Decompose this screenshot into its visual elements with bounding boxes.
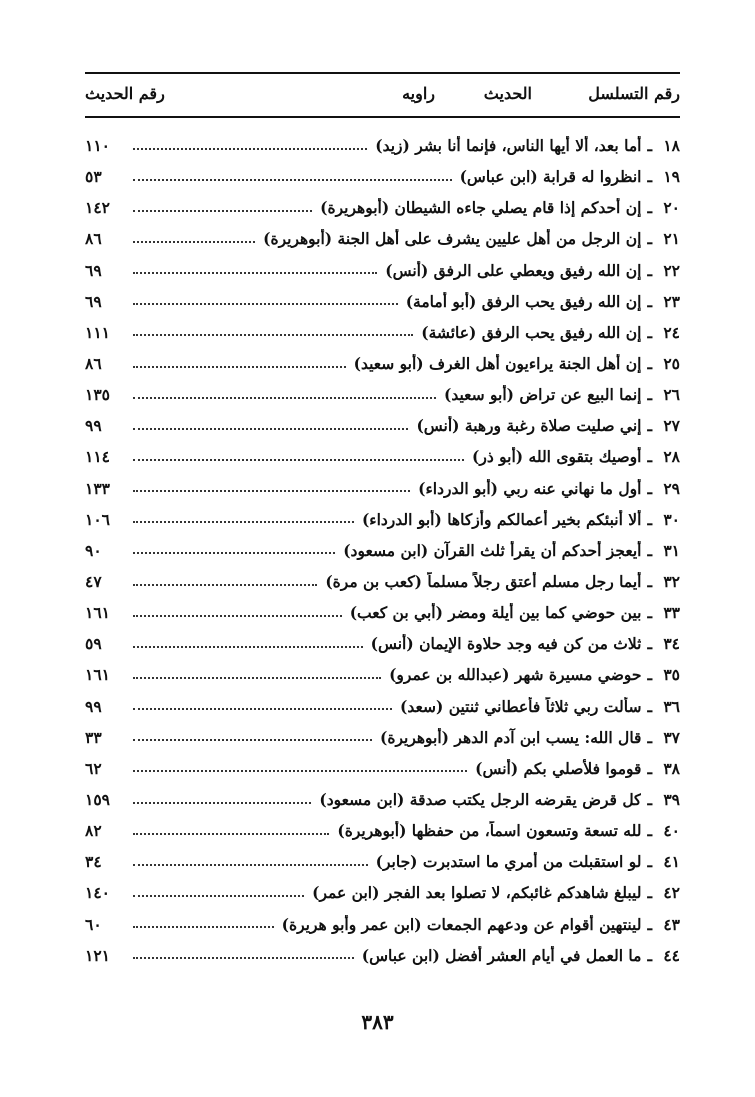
dot-leader <box>133 864 368 866</box>
hadith-text: إنما البيع عن تراض (أبو سعيد) <box>444 385 642 405</box>
dash-separator: ـ <box>647 914 652 934</box>
dot-leader <box>133 210 312 212</box>
dot-leader <box>133 179 452 181</box>
hadith-page-number: ١٦١ <box>85 665 110 685</box>
list-item <box>85 317 680 348</box>
hadith-text: حوضي مسيرة شهر (عبدالله بن عمرو) <box>389 665 642 685</box>
hadith-text: قوموا فلأصلي بكم (أنس) <box>475 758 642 778</box>
list-item <box>85 255 680 286</box>
hadith-text: إن الله رفيق يحب الرفق (عائشة) <box>421 322 642 342</box>
dash-separator: ـ <box>647 136 652 156</box>
hadith-text: أيعجز أحدكم أن يقرأ ثلث القرآن (ابن مسعود) <box>343 540 642 560</box>
serial-number: ٣٦ <box>663 696 680 716</box>
serial-number: ٢٤ <box>663 322 680 342</box>
hadith-page-number: ٥٩ <box>85 634 102 654</box>
hadith-page-number: ١١١ <box>85 322 110 342</box>
dash-separator: ـ <box>647 229 652 249</box>
dot-leader <box>133 957 354 959</box>
hadith-page-number: ٨٢ <box>85 821 102 841</box>
list-item <box>85 504 680 535</box>
hadith-page-number: ١١٠ <box>85 136 110 156</box>
hadith-index-list <box>85 130 680 971</box>
serial-number: ١٩ <box>663 167 680 187</box>
list-item <box>85 410 680 441</box>
hadith-page-number: ٤٧ <box>85 572 102 592</box>
dot-leader <box>133 303 398 305</box>
list-item <box>85 566 680 597</box>
list-item <box>85 877 680 908</box>
list-item <box>85 846 680 877</box>
hadith-text: لو استقبلت من أمري ما استدبرت (جابر) <box>375 852 642 872</box>
hadith-page-number: ٩٠ <box>85 540 102 560</box>
dash-separator: ـ <box>647 354 652 374</box>
dash-separator: ـ <box>647 198 652 218</box>
serial-number: ٣١ <box>663 540 680 560</box>
dash-separator: ـ <box>647 883 652 903</box>
serial-number: ٤١ <box>663 852 680 872</box>
header-serial: رقم التسلسل <box>588 84 680 103</box>
serial-number: ٤٠ <box>663 821 680 841</box>
dot-leader <box>133 895 304 897</box>
hadith-page-number: ١٣٥ <box>85 385 110 405</box>
hadith-text: أوصيك بتقوى الله (أبو ذر) <box>472 447 642 467</box>
dash-separator: ـ <box>647 821 652 841</box>
header-hadith-number: رقم الحديث <box>85 84 165 103</box>
hadith-text: إني صليت صلاة رغبة ورهبة (أنس) <box>416 416 642 436</box>
dot-leader <box>133 584 317 586</box>
serial-number: ٢٠ <box>663 198 680 218</box>
dash-separator: ـ <box>647 758 652 778</box>
dot-leader <box>133 148 367 150</box>
dash-separator: ـ <box>647 945 652 965</box>
list-item <box>85 161 680 192</box>
serial-number: ٤٤ <box>663 945 680 965</box>
dash-separator: ـ <box>647 416 652 436</box>
hadith-text: لله تسعة وتسعون اسماً، من حفظها (أبوهريرة) <box>337 821 642 841</box>
dot-leader <box>133 366 346 368</box>
hadith-page-number: ٣٤ <box>85 852 102 872</box>
dash-separator: ـ <box>647 167 652 187</box>
index-page <box>85 72 680 971</box>
hadith-text: ما العمل في أيام العشر أفضل (ابن عباس) <box>361 945 642 965</box>
dash-separator: ـ <box>647 291 652 311</box>
dash-separator: ـ <box>647 509 652 529</box>
dot-leader <box>133 833 329 835</box>
hadith-text: إن الرجل من أهل عليين يشرف على أهل الجنة (أبوهريرة) <box>263 229 642 249</box>
hadith-page-number: ١٢١ <box>85 945 110 965</box>
header-narrator: راويه <box>402 84 435 103</box>
dot-leader <box>133 770 467 772</box>
hadith-text: إن أهل الجنة يراءيون أهل الغرف (أبو سعيد) <box>353 354 642 374</box>
serial-number: ٣٥ <box>663 665 680 685</box>
hadith-page-number: ١٠٦ <box>85 509 110 529</box>
dash-separator: ـ <box>647 665 652 685</box>
serial-number: ٣٤ <box>663 634 680 654</box>
list-item <box>85 784 680 815</box>
hadith-page-number: ١٤٢ <box>85 198 110 218</box>
hadith-page-number: ٨٦ <box>85 354 102 374</box>
dot-leader <box>133 615 342 617</box>
serial-number: ٢٩ <box>663 478 680 498</box>
hadith-text: أما بعد، ألا أيها الناس، فإنما أنا بشر (زيد) <box>375 136 642 156</box>
hadith-text: ألا أنبئكم بخير أعمالكم وأزكاها (أبو الدرداء) <box>361 509 642 529</box>
dot-leader <box>133 677 381 679</box>
list-item <box>85 597 680 628</box>
serial-number: ٣٨ <box>663 758 680 778</box>
serial-number: ٤٣ <box>663 914 680 934</box>
dot-leader <box>133 646 363 648</box>
dash-separator: ـ <box>647 322 652 342</box>
serial-number: ٢٣ <box>663 291 680 311</box>
list-item <box>85 940 680 971</box>
hadith-page-number: ٣٣ <box>85 727 102 747</box>
hadith-page-number: ١٣٣ <box>85 478 110 498</box>
hadith-text: انظروا له قرابة (ابن عباس) <box>459 167 642 187</box>
list-item <box>85 535 680 566</box>
list-item <box>85 753 680 784</box>
list-item <box>85 286 680 317</box>
serial-number: ٣٣ <box>663 603 680 623</box>
dash-separator: ـ <box>647 634 652 654</box>
serial-number: ٣٩ <box>663 790 680 810</box>
list-item <box>85 223 680 254</box>
dot-leader <box>133 428 408 430</box>
list-item <box>85 130 680 161</box>
dash-separator: ـ <box>647 852 652 872</box>
hadith-text: إن الله رفيق ويعطي على الرفق (أنس) <box>385 260 642 280</box>
hadith-page-number: ١٥٩ <box>85 790 110 810</box>
dash-separator: ـ <box>647 447 652 467</box>
page-number: ٣٨٣ <box>361 1010 394 1034</box>
dash-separator: ـ <box>647 572 652 592</box>
serial-number: ٣٧ <box>663 727 680 747</box>
serial-number: ٢٢ <box>663 260 680 280</box>
hadith-text: سألت ربي ثلاثاً فأعطاني ثنتين (سعد) <box>400 696 642 716</box>
hadith-page-number: ٦٢ <box>85 758 102 778</box>
dot-leader <box>133 241 255 243</box>
dash-separator: ـ <box>647 260 652 280</box>
dot-leader <box>133 334 413 336</box>
serial-number: ١٨ <box>663 136 680 156</box>
list-item <box>85 441 680 472</box>
hadith-page-number: ١٤٠ <box>85 883 110 903</box>
hadith-page-number: ٨٦ <box>85 229 102 249</box>
list-item <box>85 628 680 659</box>
list-item <box>85 192 680 223</box>
serial-number: ٣٢ <box>663 572 680 592</box>
hadith-page-number: ١١٤ <box>85 447 110 467</box>
hadith-text: أول ما نهاني عنه ربي (أبو الدرداء) <box>418 478 642 498</box>
dot-leader <box>133 272 377 274</box>
hadith-text: أيما رجل مسلم أعتق رجلاً مسلماً (كعب بن مرة) <box>325 572 642 592</box>
hadith-page-number: ٦٠ <box>85 914 102 934</box>
list-item <box>85 909 680 940</box>
hadith-page-number: ٥٣ <box>85 167 102 187</box>
serial-number: ٢٨ <box>663 447 680 467</box>
dash-separator: ـ <box>647 603 652 623</box>
dot-leader <box>133 739 372 741</box>
hadith-text: بين حوضي كما بين أيلة ومضر (أبي بن كعب) <box>349 603 642 623</box>
dash-separator: ـ <box>647 790 652 810</box>
dot-leader <box>133 926 274 928</box>
serial-number: ٣٠ <box>663 509 680 529</box>
list-item <box>85 659 680 690</box>
dot-leader <box>133 802 311 804</box>
serial-number: ٢٥ <box>663 354 680 374</box>
hadith-page-number: ٦٩ <box>85 291 102 311</box>
hadith-page-number: ٩٩ <box>85 696 102 716</box>
hadith-text: إن أحدكم إذا قام يصلي جاءه الشيطان (أبوهريرة) <box>320 198 642 218</box>
hadith-text: إن الله رفيق يحب الرفق (أبو أمامة) <box>405 291 642 311</box>
hadith-page-number: ٩٩ <box>85 416 102 436</box>
list-item <box>85 473 680 504</box>
dash-separator: ـ <box>647 385 652 405</box>
dot-leader <box>133 490 410 492</box>
header-hadith: الحديث <box>483 84 532 103</box>
dot-leader <box>133 521 354 523</box>
list-item <box>85 722 680 753</box>
hadith-text: ثلاث من كن فيه وجد حلاوة الإيمان (أنس) <box>370 634 642 654</box>
dot-leader <box>133 552 335 554</box>
hadith-text: كل قرض يقرضه الرجل يكتب صدقة (ابن مسعود) <box>319 790 642 810</box>
list-item <box>85 815 680 846</box>
serial-number: ٢٧ <box>663 416 680 436</box>
dash-separator: ـ <box>647 696 652 716</box>
dash-separator: ـ <box>647 727 652 747</box>
dash-separator: ـ <box>647 540 652 560</box>
hadith-page-number: ١٦١ <box>85 603 110 623</box>
list-item <box>85 691 680 722</box>
dot-leader <box>133 459 464 461</box>
dot-leader <box>133 397 436 399</box>
serial-number: ٤٢ <box>663 883 680 903</box>
list-item <box>85 348 680 379</box>
hadith-text: قال الله: يسب ابن آدم الدهر (أبوهريرة) <box>380 727 642 747</box>
dot-leader <box>133 708 392 710</box>
list-item <box>85 379 680 410</box>
serial-number: ٢٦ <box>663 385 680 405</box>
hadith-text: لينتهين أقوام عن ودعهم الجمعات (ابن عمر وأبو هريرة) <box>281 914 642 934</box>
serial-number: ٢١ <box>663 229 680 249</box>
table-header <box>85 72 680 118</box>
hadith-text: ليبلغ شاهدكم غائبكم، لا تصلوا بعد الفجر (ابن عمر) <box>312 883 642 903</box>
dash-separator: ـ <box>647 478 652 498</box>
hadith-page-number: ٦٩ <box>85 260 102 280</box>
